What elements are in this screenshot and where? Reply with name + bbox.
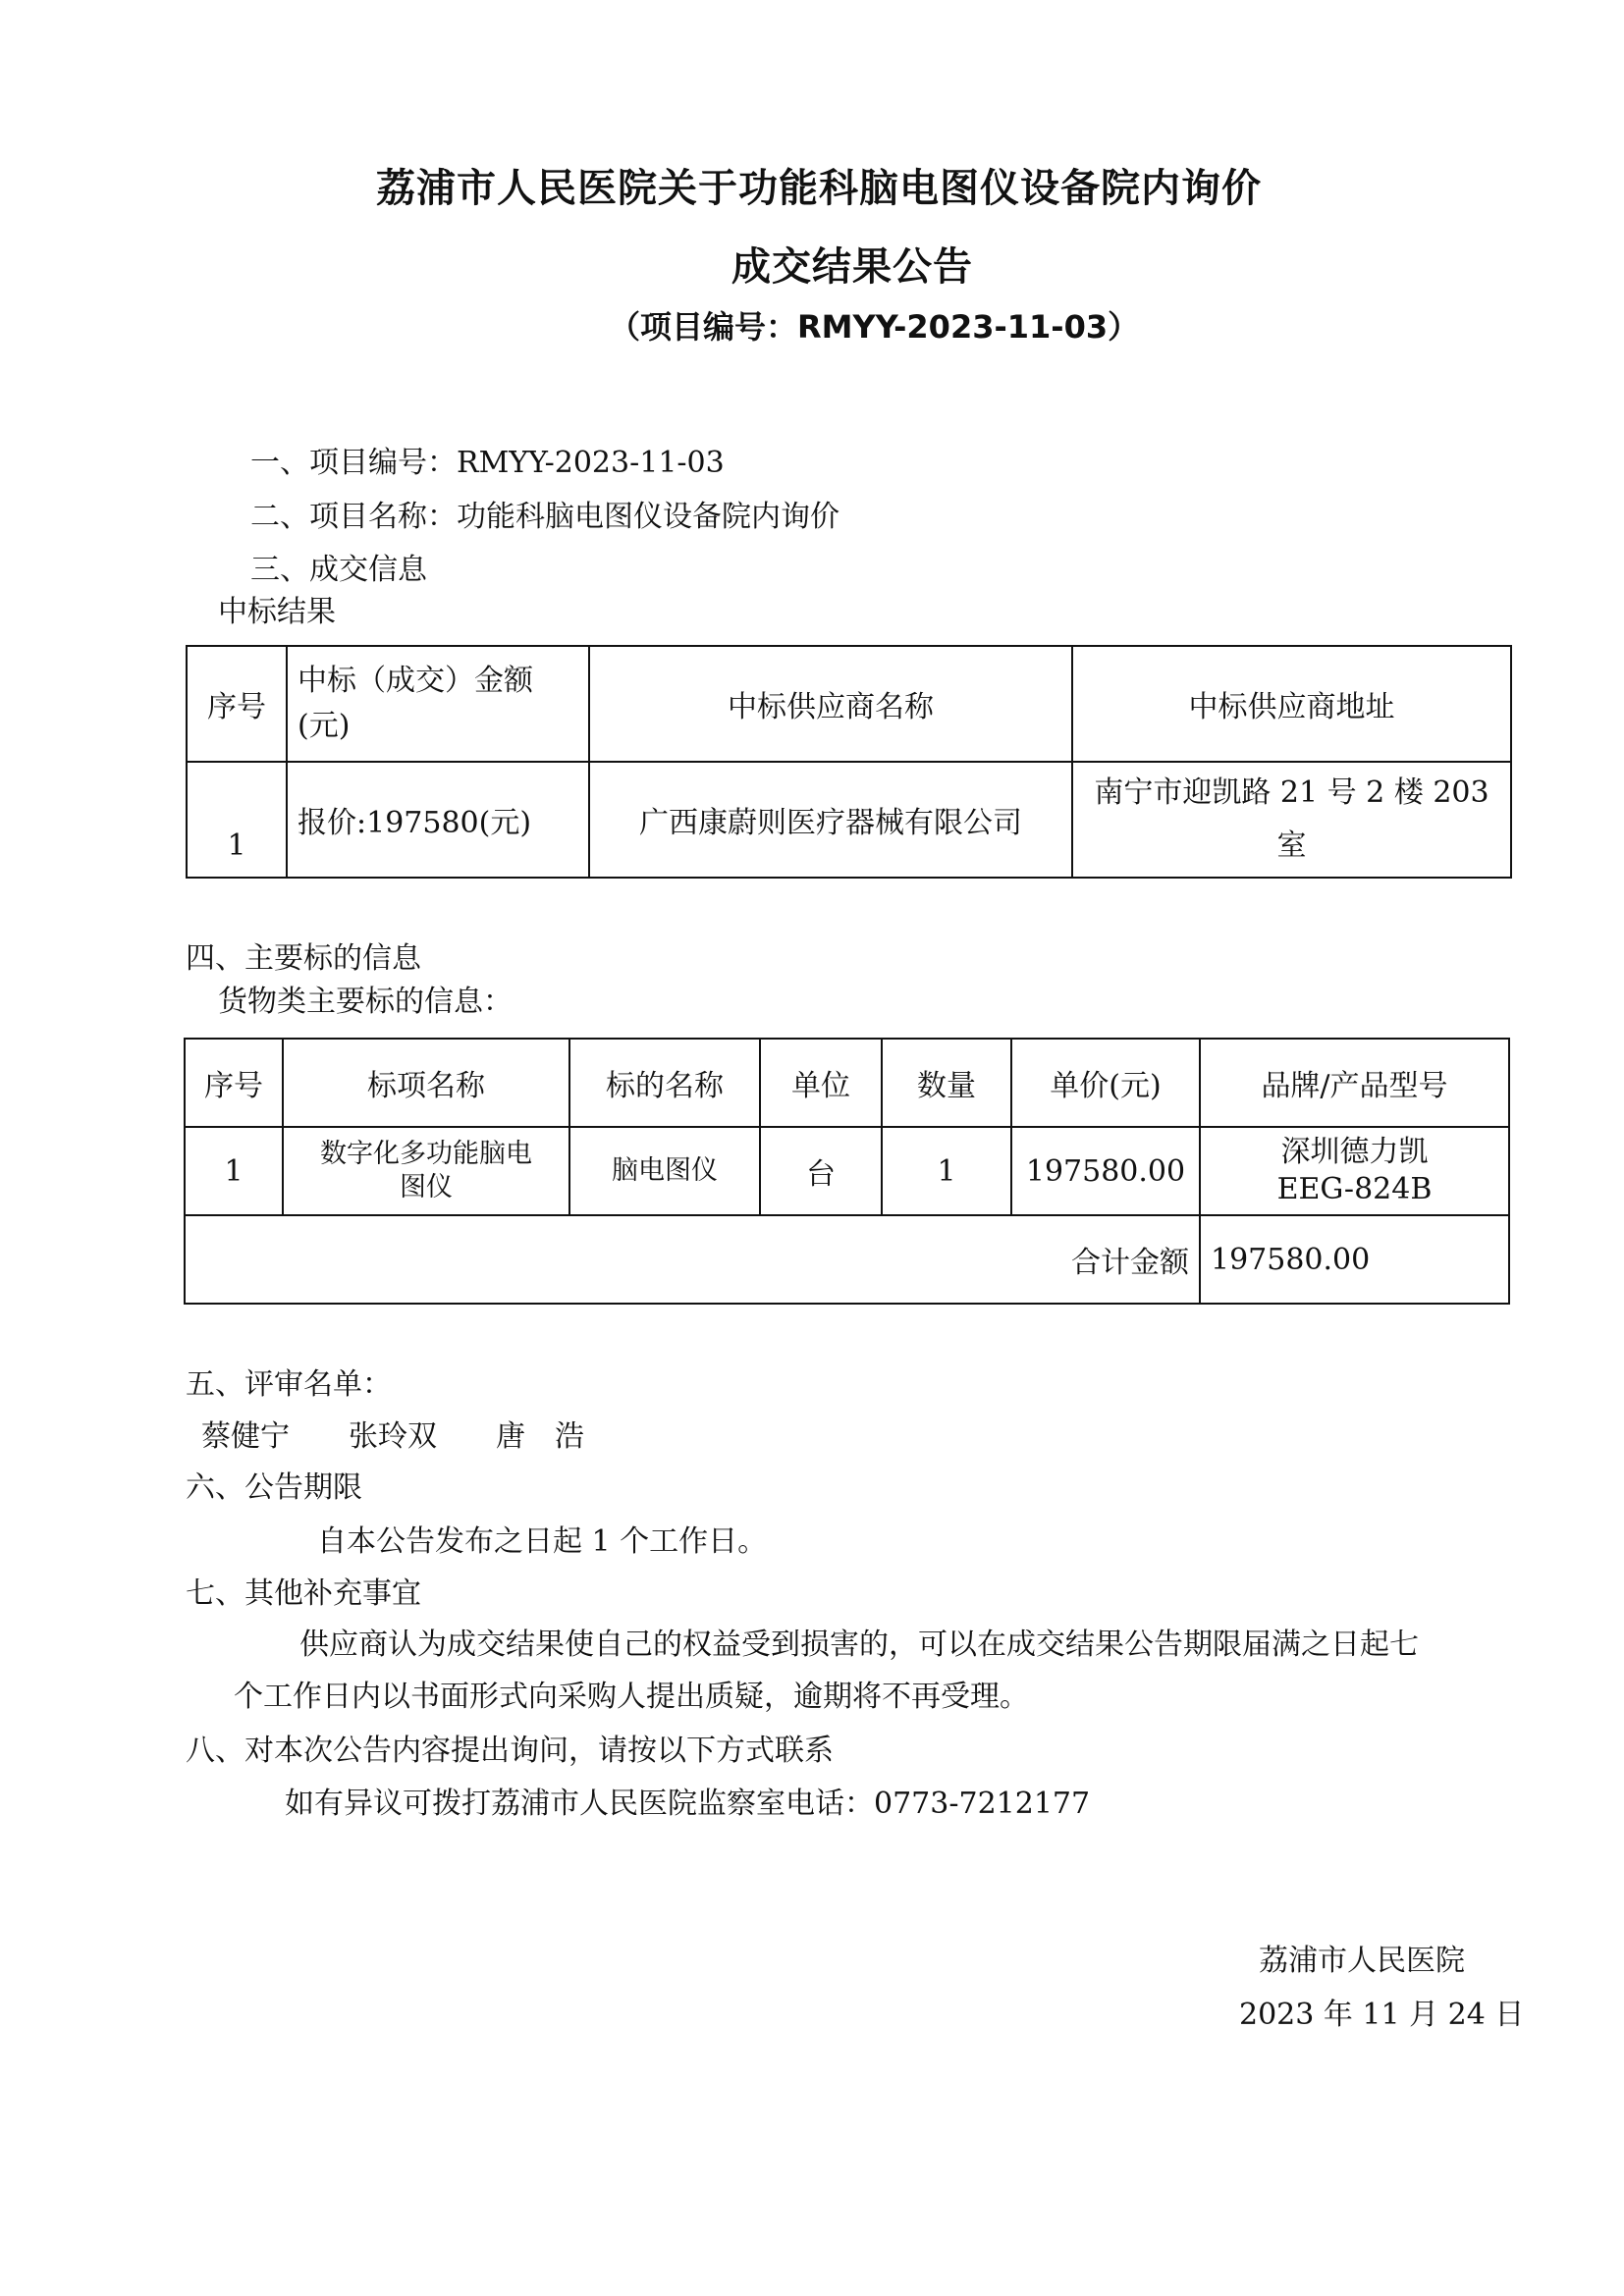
goods-cell-seq: 1 — [185, 1127, 283, 1215]
section-inquiry: 八、对本次公告内容提出询问，请按以下方式联系 — [186, 1734, 834, 1768]
issuer-name: 荔浦市人民医院 — [1259, 1944, 1465, 1978]
goods-table — [184, 1038, 1510, 1305]
page-title: 荔浦市人民医院关于功能科脑电图仪设备院内询价 — [376, 166, 1262, 211]
reviewer-1: 蔡健宁 — [201, 1419, 290, 1454]
issue-date: 2023 年 11 月 24 日 — [1239, 1998, 1525, 2032]
section-other-matters: 七、其他补充事宜 — [186, 1576, 421, 1611]
award-header-seq: 序号 — [187, 646, 287, 762]
section-reviewers: 五、评审名单： — [186, 1367, 392, 1402]
award-header-amount-line1: 中标（成交）金额 — [298, 664, 533, 698]
goods-header-price: 单价(元) — [1011, 1039, 1200, 1127]
inquiry-contact: 如有异议可拨打荔浦市人民医院监察室电话：0773-7212177 — [285, 1787, 1091, 1821]
award-header-supplier: 中标供应商名称 — [589, 646, 1072, 762]
other-matters-line1: 供应商认为成交结果使自己的权益受到损害的，可以在成交结果公告期限届满之日起七 — [299, 1628, 1419, 1662]
goods-cell-brand-line1: 深圳德力凯 — [1280, 1135, 1429, 1169]
goods-cell-price: 197580.00 — [1011, 1127, 1200, 1215]
goods-total-label: 合计金额 — [185, 1215, 1200, 1304]
section-main-subject: 四、主要标的信息 — [186, 941, 421, 976]
goods-cell-unit: 台 — [760, 1127, 882, 1215]
total-row — [185, 1215, 1509, 1304]
award-cell-seq: 1 — [187, 762, 287, 878]
award-cell-supplier: 广西康蔚则医疗器械有限公司 — [589, 762, 1072, 878]
reviewer-3: 唐 浩 — [496, 1419, 584, 1454]
goods-cell-item — [283, 1127, 569, 1215]
goods-cell-item-line2: 图仪 — [400, 1172, 453, 1202]
goods-header-unit: 单位 — [760, 1039, 882, 1127]
goods-header-brand: 品牌/产品型号 — [1200, 1039, 1509, 1127]
goods-header-item: 标项名称 — [283, 1039, 569, 1127]
goods-header-seq: 序号 — [185, 1039, 283, 1127]
goods-cell-qty: 1 — [882, 1127, 1011, 1215]
goods-cell-subject: 脑电图仪 — [569, 1127, 760, 1215]
goods-header-qty: 数量 — [882, 1039, 1011, 1127]
award-result-label: 中标结果 — [218, 595, 336, 629]
goods-cell-brand-line2: EEG-824B — [1276, 1172, 1433, 1206]
page-title-line2: 成交结果公告 — [731, 244, 973, 290]
table-row — [185, 1127, 1509, 1215]
goods-cell-item-line1: 数字化多功能脑电 — [320, 1139, 532, 1169]
reviewer-2: 张玲双 — [349, 1419, 437, 1454]
award-header-amount-line2: (元) — [298, 709, 351, 743]
goods-info-label: 货物类主要标的信息： — [218, 985, 513, 1019]
section-project-code: 一、项目编号：RMYY-2023-11-03 — [250, 446, 725, 480]
award-cell-address-line2: 室 — [1276, 828, 1307, 863]
goods-total-value: 197580.00 — [1200, 1215, 1509, 1304]
award-header-amount — [287, 646, 589, 762]
award-cell-address-line1: 南宁市迎凯路 21 号 2 楼 203 — [1094, 775, 1489, 810]
goods-header-subject: 标的名称 — [569, 1039, 760, 1127]
section-notice-period: 六、公告期限 — [186, 1470, 362, 1505]
section-project-name: 二、项目名称：功能科脑电图仪设备院内询价 — [250, 500, 839, 534]
award-header-address: 中标供应商地址 — [1072, 646, 1511, 762]
notice-period-body: 自本公告发布之日起 1 个工作日。 — [317, 1524, 768, 1559]
goods-cell-brand — [1200, 1127, 1509, 1215]
other-matters-line2: 个工作日内以书面形式向采购人提出质疑，逾期将不再受理。 — [234, 1680, 1029, 1714]
award-cell-address — [1072, 762, 1511, 878]
project-code-heading: （项目编号：RMYY-2023-11-03） — [609, 308, 1140, 346]
award-cell-amount: 报价:197580(元) — [287, 762, 589, 878]
table-row — [187, 762, 1511, 878]
section-deal-info: 三、成交信息 — [250, 553, 427, 587]
award-table — [186, 645, 1512, 879]
